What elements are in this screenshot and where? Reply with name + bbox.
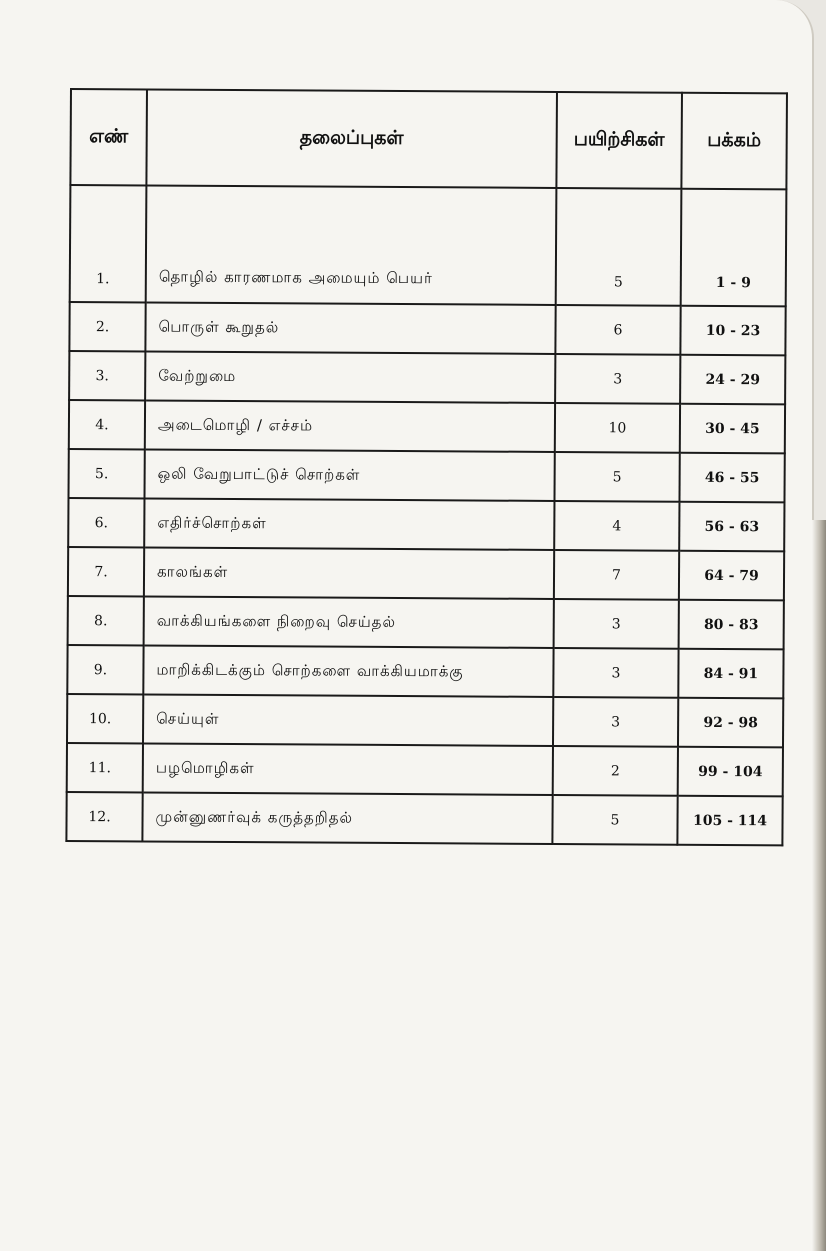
row-number: 8.	[68, 596, 144, 645]
row-title: பழமொழிகள்	[143, 743, 553, 795]
table-row	[69, 302, 785, 355]
row-number: 2.	[69, 302, 145, 351]
row-pages: 92 - 98	[678, 698, 783, 748]
row-pages: 10 - 23	[680, 306, 785, 356]
table-row	[70, 185, 787, 306]
row-title: தொழில் காரணமாக அமையும் பெயர்	[146, 185, 557, 305]
row-exercises: 3	[555, 354, 680, 404]
row-title: முன்னுணர்வுக் கருத்தறிதல்	[142, 792, 552, 844]
row-title: பொருள் கூறுதல்	[145, 302, 555, 354]
header-pages: பக்கம்	[681, 93, 787, 190]
row-exercises: 2	[553, 746, 678, 796]
row-title: செய்யுள்	[143, 694, 553, 746]
row-title: வாக்கியங்களை நிறைவு செய்தல்	[144, 596, 554, 648]
row-exercises: 5	[556, 188, 682, 306]
table-row	[69, 351, 785, 404]
page-edge-shadow	[812, 520, 826, 1251]
row-number: 1.	[70, 185, 147, 302]
row-title: மாறிக்கிடக்கும் சொற்களை வாக்கியமாக்கு	[143, 645, 553, 697]
row-pages: 80 - 83	[679, 600, 784, 650]
table-row	[67, 645, 783, 698]
header-title: தலைப்புகள்	[146, 89, 557, 188]
row-number: 10.	[67, 694, 143, 743]
header-number: எண்	[70, 89, 147, 185]
row-pages: 30 - 45	[680, 404, 785, 454]
row-exercises: 3	[553, 648, 678, 698]
row-number: 9.	[67, 645, 143, 694]
table-body	[66, 185, 786, 845]
row-pages: 46 - 55	[679, 453, 784, 503]
row-pages: 64 - 79	[679, 551, 784, 601]
table-row	[66, 792, 782, 845]
row-number: 12.	[66, 792, 142, 841]
row-exercises: 5	[554, 452, 679, 502]
row-exercises: 3	[554, 599, 679, 649]
row-title: அடைமொழி / எச்சம்	[145, 400, 555, 452]
contents-table	[65, 88, 788, 846]
row-number: 11.	[67, 743, 143, 792]
row-number: 6.	[68, 498, 144, 547]
row-number: 4.	[69, 400, 145, 449]
table-row	[68, 547, 784, 600]
table-row	[68, 498, 784, 551]
row-pages: 105 - 114	[677, 796, 782, 846]
row-title: ஒலி வேறுபாட்டுச் சொற்கள்	[144, 449, 554, 501]
row-pages: 84 - 91	[678, 649, 783, 699]
table-row	[68, 596, 784, 649]
row-number: 5.	[68, 449, 144, 498]
row-pages: 99 - 104	[678, 747, 783, 797]
row-exercises: 5	[552, 795, 677, 845]
row-number: 3.	[69, 351, 145, 400]
row-pages: 56 - 63	[679, 502, 784, 552]
row-exercises: 6	[555, 305, 680, 355]
contents-table-wrapper	[65, 88, 786, 854]
row-title: காலங்கள்	[144, 547, 554, 599]
row-exercises: 4	[554, 501, 679, 551]
row-title: வேற்றுமை	[145, 351, 555, 403]
table-row	[67, 743, 783, 796]
table-header-row	[70, 89, 787, 189]
row-exercises: 7	[554, 550, 679, 600]
header-exercises: பயிற்சிகள்	[556, 92, 682, 189]
row-exercises: 3	[553, 697, 678, 747]
row-number: 7.	[68, 547, 144, 596]
table-row	[69, 400, 785, 453]
row-pages: 1 - 9	[681, 189, 787, 307]
row-title: எதிர்ச்சொற்கள்	[144, 498, 554, 550]
table-row	[67, 694, 783, 747]
row-exercises: 10	[555, 403, 680, 453]
row-pages: 24 - 29	[680, 355, 785, 405]
table-row	[68, 449, 784, 502]
